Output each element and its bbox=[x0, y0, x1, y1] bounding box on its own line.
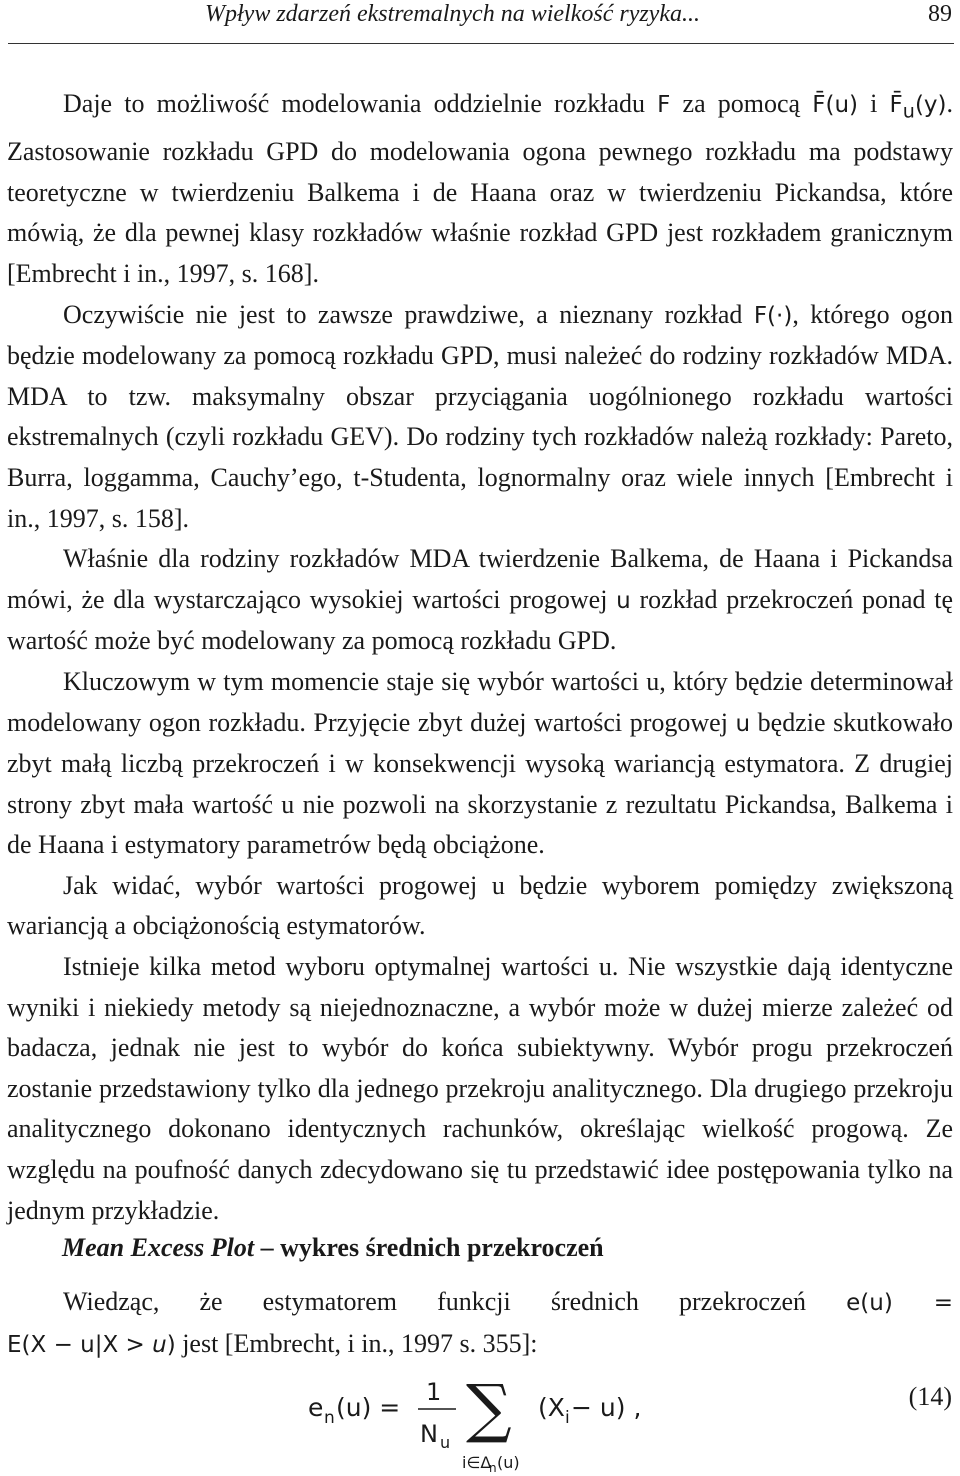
equation-14 bbox=[0, 1360, 960, 1476]
eq-term-rest: − u) , bbox=[571, 1393, 642, 1422]
eq-lhs: e bbox=[308, 1393, 324, 1422]
paragraph-3 bbox=[7, 539, 953, 662]
eq-sum-symbol: ∑ bbox=[466, 1372, 512, 1446]
page-number: 89 bbox=[928, 1, 952, 27]
text-run: Daje to możliwość modelowania oddzielnie rozkładu bbox=[63, 89, 658, 118]
eq-term-sub: i bbox=[565, 1408, 570, 1428]
math-e-u: e(u) = bbox=[846, 1290, 954, 1316]
math-F-dot: F(·) bbox=[753, 302, 793, 329]
eq-numerator: 1 bbox=[426, 1378, 442, 1406]
text-run: Wiedząc, że estymatorem funkcji średnich przekroczeń bbox=[63, 1287, 847, 1316]
section-heading bbox=[62, 1228, 604, 1268]
math-paren: ) bbox=[166, 1331, 176, 1358]
math-arg-y: (y) bbox=[914, 92, 947, 118]
section-heading-rest: – wykres średnich przekroczeń bbox=[254, 1233, 604, 1262]
text-run: i bbox=[858, 89, 890, 118]
math-u: u bbox=[616, 587, 631, 614]
eq-term: (X bbox=[538, 1393, 565, 1422]
math-u-italic: u bbox=[152, 1331, 167, 1358]
math-F: F bbox=[657, 92, 671, 118]
paragraph-5: Jak widać, wybór wartości progowej u będzie wyborem pomiędzy zwiększoną wariancją a obciążonością estymatorów. bbox=[7, 870, 953, 941]
math-u: u bbox=[735, 710, 751, 737]
eq-sum-index-arg: (u) bbox=[497, 1453, 520, 1472]
section-heading-italic: Mean Excess Plot bbox=[62, 1233, 255, 1262]
text-run: Oczywiście nie jest to zawsze prawdziwe, a nieznany rozkład bbox=[63, 299, 754, 329]
text-run: za pomocą bbox=[670, 89, 813, 118]
equation-formula bbox=[300, 1360, 680, 1476]
math-sub-u: u bbox=[902, 99, 915, 123]
text-run: . Zastosowanie rozkładu GPD do modelowania ogona pewnego rozkładu ma podstawy teoretyczne w twierdzeniu Balkema i de Haana oraz w twierdzeniu Pickandsa, które mówią, że dla pewnej klasy rozkładów właśnie rozkład GPD jest rozkładem granicznym [Embrecht i in., 1997, s. 168]. bbox=[7, 89, 953, 288]
math-expectation-body: E(X − u|X > bbox=[7, 1331, 153, 1358]
text-run: jest [Embrecht, i in., 1997 s. 355]: bbox=[175, 1328, 538, 1358]
eq-lhs-arg: (u) = bbox=[336, 1393, 401, 1422]
eq-sum-index: i∈Δ bbox=[462, 1453, 492, 1472]
math-Fbar-u: F̄(u) bbox=[812, 92, 859, 118]
math-expectation bbox=[7, 1332, 176, 1358]
text-run: Właśnie dla rodziny rozkładów MDA twierdzenie Balkema, de Haana i Pickandsa mówi, że dla wystarczająco wysokiej wartości progowej bbox=[7, 544, 953, 614]
running-title: Wpływ zdarzeń ekstremalnych na wielkość ryzyka... bbox=[205, 1, 700, 27]
body-text bbox=[7, 84, 953, 1231]
eq-denominator: N bbox=[420, 1420, 438, 1448]
page-header bbox=[0, 0, 960, 40]
paragraph-7-cont bbox=[7, 1324, 953, 1366]
header-rule bbox=[8, 43, 954, 44]
eq-lhs-sub: n bbox=[324, 1408, 335, 1428]
math-Fbar: F̄ bbox=[889, 92, 903, 118]
text-run: będzie skutkowało zbyt małą liczbą przekroczeń i w konsekwencji wysoką wariancją estymatora. Z drugiej strony zbyt mała wartość u nie pozwoli na skorzystanie z rezultatu Pickandsa, Balkema i de Haana i estymatory parametrów będą obciążone. bbox=[7, 707, 953, 860]
body-text-2 bbox=[7, 1282, 953, 1365]
paragraph-4 bbox=[7, 662, 953, 866]
paragraph-2 bbox=[7, 295, 953, 540]
eq-sum-index-sub: n bbox=[489, 1461, 497, 1475]
eq-denominator-sub: u bbox=[440, 1433, 451, 1452]
text-run: , którego ogon będzie modelowany za pomocą rozkładu GPD, musi należeć do rodziny rozkładów MDA. MDA to tzw. maksymalny obszar przyciągania uogólnionego rozkładu wartości ekstremalnych (czyli rozkładu GEV). Do rodziny tych rozkładów należą rozkłady: Pareto, Burra, loggamma, Cauchy’ego, t-Studenta, lognormalny oraz wiele innych [Embrecht i in., 1997, s. 158]. bbox=[7, 299, 954, 533]
math-Fbar-u-y bbox=[889, 92, 947, 123]
text-run: Kluczowym w tym momencie staje się wybór wartości u, który będzie determinował modelowany ogon rozkładu. Przyjęcie zbyt dużej wartości progowej bbox=[7, 666, 953, 737]
paragraph-7 bbox=[7, 1282, 953, 1324]
paragraph-1 bbox=[7, 84, 953, 295]
paragraph-6: Istnieje kilka metod wyboru optymalnej wartości u. Nie wszystkie dają identyczne wyniki i niekiedy metody są niejednoznaczne, a wybór może w dużej mierze zależeć od badacza, jednak nie jest to wybór do końca subiektywny. Wybór progu przekroczeń zostanie przedstawiony tylko dla jednego przekroju analitycznego. Dla drugiego przekroju analitycznego dokonano identycznych rachunków, określając wielkość progową. Ze względu na poufność danych zdecydowano się tu przedstawić idee postępowania tylko na jednym przykładzie. bbox=[7, 952, 953, 1225]
text-run: rozkład przekroczeń ponad tę wartość może być modelowany za pomocą rozkładu GPD. bbox=[7, 584, 953, 656]
equation-number: (14) bbox=[908, 1382, 952, 1411]
